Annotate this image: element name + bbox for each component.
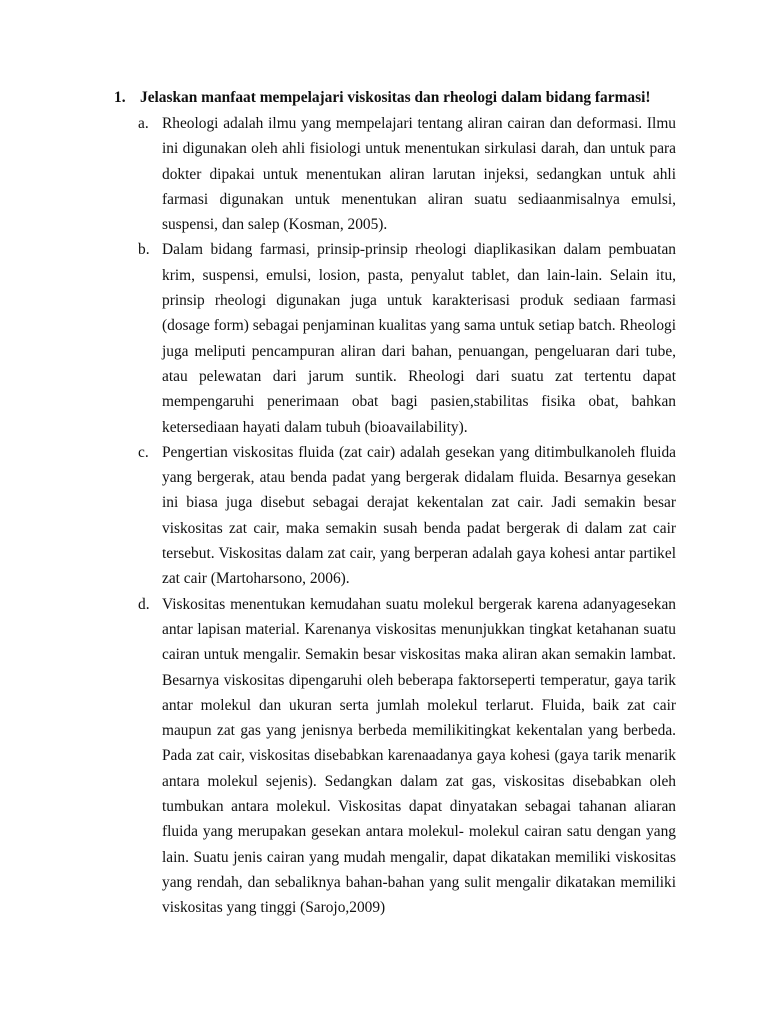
answer-letter: d. xyxy=(138,595,150,613)
answer-item-c xyxy=(138,440,676,592)
question-heading xyxy=(114,87,674,109)
answer-text: Rheologi adalah ilmu yang mempelajari tentang aliran cairan dan deformasi. Ilmu ini digunakan oleh ahli fisiologi untuk menentukan sirkulasi darah, dan untuk para dokter dipakai untuk menentukan aliran larutan injeksi, sedangkan untuk ahli farmasi digunakan untuk menentukan aliran suatu sediaanmisalnya emulsi, suspensi, dan salep (Kosman, 2005). xyxy=(162,115,676,234)
answer-item-a xyxy=(138,111,676,237)
question-text: Jelaskan manfaat mempelajari viskositas dan rheologi dalam bidang farmasi! xyxy=(140,89,651,106)
answer-item-b xyxy=(138,237,676,439)
answer-text: Pengertian viskositas fluida (zat cair) adalah gesekan yang ditimbulkanoleh fluida yang bergerak, atau benda padat yang bergerak didalam fluida. Besarnya gesekan ini biasa juga disebut sebagai derajat kekentalan zat cair. Jadi semakin besar viskositas zat cair, maka semakin susah benda padat bergerak di dalam zat cair tersebut. Viskositas dalam zat cair, yang berperan adalah gaya kohesi antar partikel zat cair (Martoharsono, 2006). xyxy=(162,443,676,588)
answer-text: Dalam bidang farmasi, prinsip-prinsip rheologi diaplikasikan dalam pembuatan krim, suspensi, emulsi, losion, pasta, penyalut tablet, dan lain-lain. Selain itu, prinsip rheologi digunakan juga untuk karakterisasi produk sediaan farmasi (dosage form) sebagai penjaminan kualitas yang sama untuk setiap batch. Rheologi juga meliputi pencampuran aliran dari bahan, penuangan, pengeluaran dari tube, atau pelewatan dari jarum suntik. Rheologi dari suatu zat tertentu dapat mempengaruhi penerimaan obat bagi pasien,stabilitas fisika obat, bahkan ketersediaan hayati dalam tubuh (bioavailability). xyxy=(162,241,676,436)
answer-item-d xyxy=(138,592,676,921)
answer-letter: c. xyxy=(138,443,149,461)
answer-letter: a. xyxy=(138,115,149,132)
answer-letter: b. xyxy=(138,241,150,259)
answer-text: Viskositas menentukan kemudahan suatu molekul bergerak karena adanyagesekan antar lapisan material. Karenanya viskositas menunjukkan tingkat ketahanan suatu cairan untuk mengalir. Semakin besar viskositas maka aliran akan semakin lambat. Besarnya viskositas dipengaruhi oleh beberapa faktorseperti temperatur, gaya tarik antar molekul dan ukuran serta jumlah molekul terlarut. Fluida, baik zat cair maupun zat gas yang jenisnya berbeda memilikitingkat kekentalan yang berbeda. Pada zat cair, viskositas disebabkan karenaadanya gaya kohesi (gaya tarik menarik antara molekul sejenis). Sedangkan dalam zat gas, viskositas disebabkan oleh tumbukan antara molekul. Viskositas dapat dinyatakan sebagai tahanan aliaran fluida yang merupakan gesekan antara molekul- molekul cairan satu dengan yang lain. Suatu jenis cairan yang mudah mengalir, dapat dikatakan memiliki viskositas yang rendah, dan sebaliknya bahan-bahan yang sulit mengalir dikatakan memiliki viskositas yang tinggi (Sarojo,2009) xyxy=(162,595,676,917)
answer-list xyxy=(138,111,676,921)
question-number: 1. xyxy=(114,89,126,106)
